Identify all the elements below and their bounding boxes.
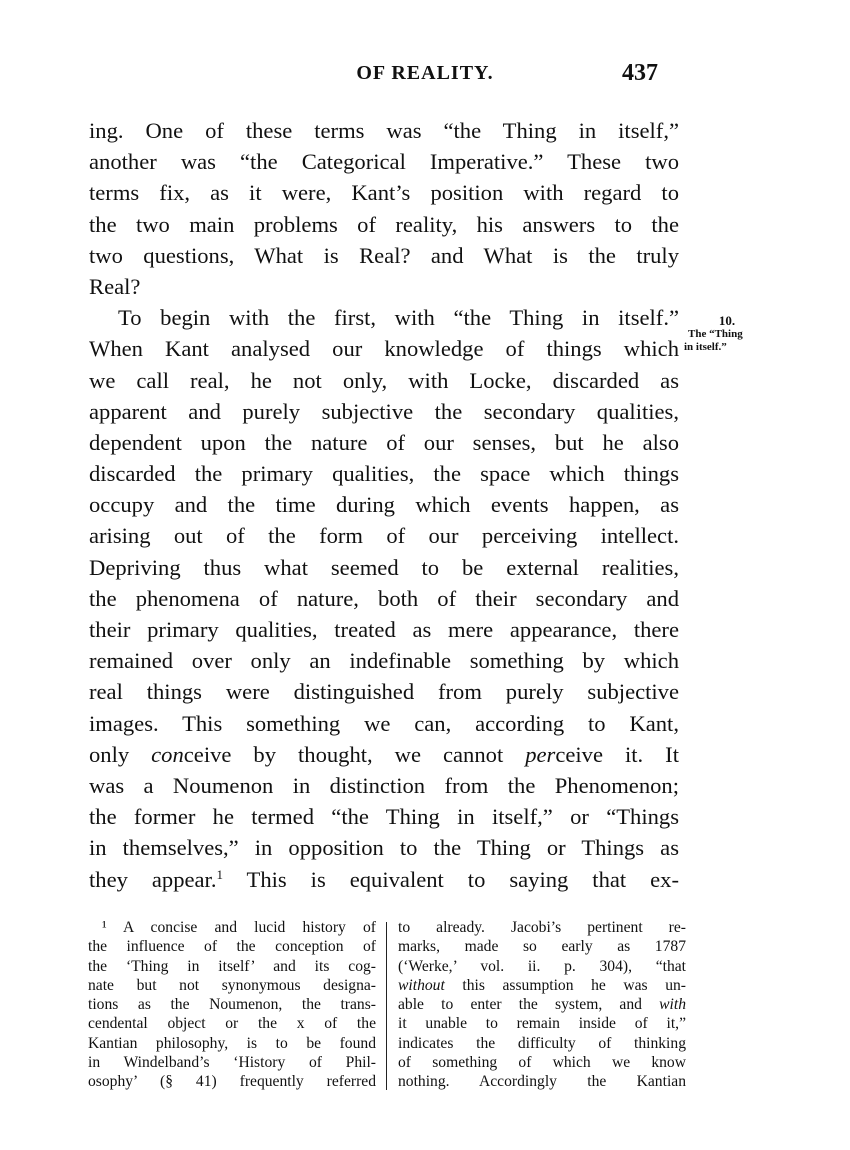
body-line: apparent and purely subjective the secondary qualities, <box>89 398 679 424</box>
emphasis-text: con <box>151 741 184 767</box>
body-line: another was “the Categorical Imperative.” These two <box>89 149 679 175</box>
body-line: Depriving thus what seemed to be external realities, <box>89 554 679 580</box>
body-text-run: they appear. <box>89 866 217 892</box>
margin-note-number: 10. <box>718 313 736 328</box>
body-line: two questions, What is Real? and What is the truly <box>89 242 679 268</box>
footnote-line: nothing. Accordingly the Kantian <box>398 1073 686 1091</box>
footnote-line: (‘Werke,’ vol. ii. p. 304), “that <box>398 957 686 975</box>
page-number: 437 <box>622 60 658 86</box>
footnote-line: marks, made so early as 1787 <box>398 938 686 956</box>
body-text-run: ceive it. It <box>555 741 679 767</box>
body-text <box>89 115 679 895</box>
body-line: When Kant analysed our knowledge of things which <box>89 336 679 362</box>
body-line: dependent upon the nature of our senses, but he also <box>89 429 679 455</box>
footnote-line: tions as the Noumenon, the trans- <box>88 996 376 1014</box>
footnote-text-run: this assumption he was un- <box>444 976 686 994</box>
footnote-line: cendental object or the x of the <box>88 1015 376 1033</box>
margin-note-line: in itself.” <box>684 341 727 353</box>
body-text-run: only <box>89 741 152 767</box>
footnote-line: of something of which we know <box>398 1054 686 1072</box>
emphasis-text: without <box>398 976 445 994</box>
column-divider <box>386 922 387 1090</box>
footnote-column-left <box>88 918 376 1092</box>
body-line: their primary qualities, treated as mere appearance, there <box>89 617 679 642</box>
body-text-run: This is equivalent to saying that ex- <box>222 866 680 892</box>
body-line: the former he termed “the Thing in itself,” or “Things <box>89 804 679 830</box>
body-text-run: ceive by thought, we cannot <box>183 741 526 767</box>
emphasis-text: with <box>659 996 686 1014</box>
body-line: ing. One of these terms was “the Thing in itself,” <box>89 118 679 143</box>
footnote-line: in Windelband’s ‘History of Phil- <box>88 1054 376 1072</box>
footnote-column-right <box>398 918 686 1092</box>
margin-note-line: The “Thing <box>688 328 743 340</box>
footnote-line: indicates the difficulty of thinking <box>398 1034 686 1052</box>
body-line: discarded the primary qualities, the space which things <box>89 461 679 487</box>
body-line: occupy and the time during which events happen, as <box>89 492 679 518</box>
body-line <box>89 739 679 770</box>
footnote-line: osophy’ (§ 41) frequently referred <box>88 1073 376 1091</box>
footnote-line: the influence of the conception of <box>88 938 376 956</box>
body-line: remained over only an indefinable something by which <box>89 648 679 674</box>
body-line: images. This something we can, according to Kant, <box>89 710 679 736</box>
body-line: arising out of the form of our perceiving intellect. <box>89 523 679 549</box>
body-line: terms fix, as it were, Kant’s position with regard to <box>89 180 679 206</box>
footnote-line: ¹ A concise and lucid history of <box>102 919 376 936</box>
body-line: was a Noumenon in distinction from the Phenomenon; <box>89 772 679 798</box>
footnote-line: it unable to remain inside of it,” <box>398 1015 686 1033</box>
footnote-line: the ‘Thing in itself’ and its cog- <box>88 957 376 975</box>
footnote-text-run: able to enter the system, and <box>398 996 660 1014</box>
margin-note <box>684 314 776 354</box>
body-line: we call real, he not only, with Locke, discarded as <box>89 367 679 393</box>
footnote-line: Kantian philosophy, is to be found <box>88 1034 376 1052</box>
body-line: the two main problems of reality, his answers to the <box>89 211 679 237</box>
body-line: To begin with the first, with “the Thing in itself.” <box>118 305 679 331</box>
page-title: OF REALITY. <box>356 62 494 84</box>
footnote-line: to already. Jacobi’s pertinent re- <box>398 919 686 936</box>
footnote-line: nate but not synonymous designa- <box>88 976 376 994</box>
body-line: real things were distinguished from purely subjective <box>89 679 679 705</box>
body-line: in themselves,” in opposition to the Thing or Things as <box>89 835 679 861</box>
body-line <box>89 864 679 895</box>
body-line: the phenomena of nature, both of their secondary and <box>89 585 679 611</box>
footnote-reference: 1 <box>216 866 223 882</box>
body-line: Real? <box>89 273 141 299</box>
footnote-line <box>398 995 686 1014</box>
emphasis-text: per <box>525 741 556 767</box>
footnote-line <box>398 976 686 995</box>
